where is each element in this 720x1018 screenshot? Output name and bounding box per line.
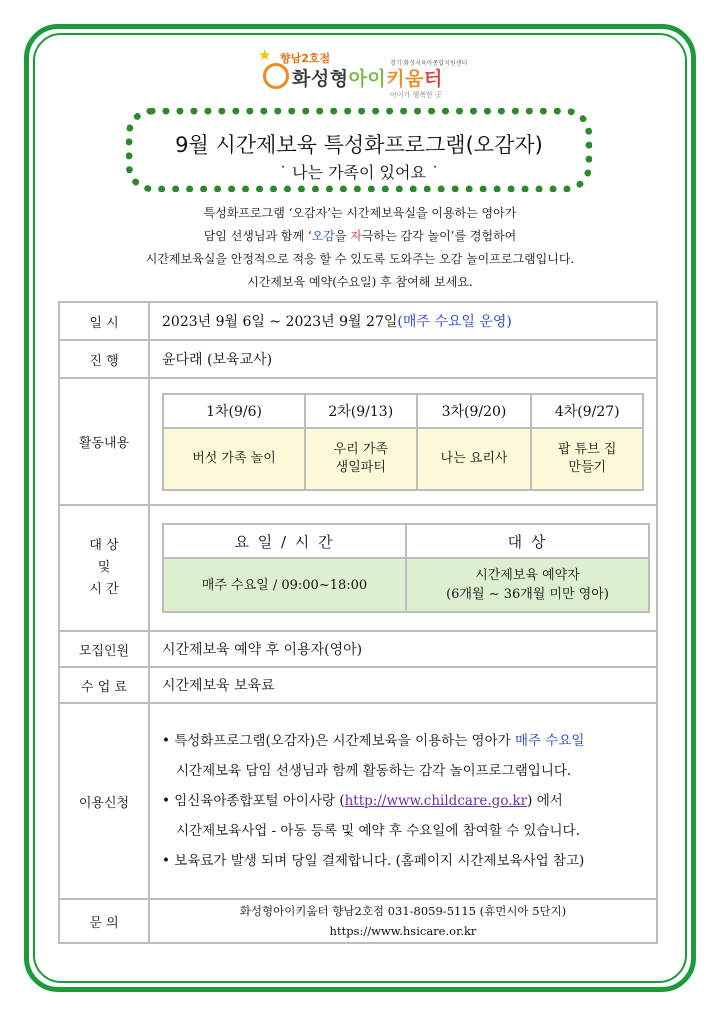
label-target: 대 상 및 시 간 — [59, 505, 149, 631]
apply-line: 시간제보육사업 - 아동 등록 및 예약 후 수요일에 참여할 수 있습니다. — [176, 823, 580, 839]
activity-header: 4차(9/27) — [531, 394, 643, 428]
activity-table — [162, 393, 644, 491]
row-target — [59, 505, 657, 631]
label-contact: 문 의 — [59, 899, 149, 943]
apply-line: • 보육료가 발생 되며 당일 결제합니다. (홈페이지 시간제보육사업 참고) — [162, 853, 585, 869]
title-box — [126, 108, 592, 192]
schedule-header: 요 일 / 시 간 — [163, 524, 406, 558]
value-lead: 윤다래 (보육교사) — [149, 340, 657, 378]
schedule-day-time: 매주 수요일 / 09:00~18:00 — [163, 558, 406, 612]
schedule-header: 대 상 — [406, 524, 649, 558]
row-lead — [59, 340, 657, 378]
apply-line: • 특성화프로그램(오감자)은 시간제보육을 이용하는 영아가 매주 수요일 — [162, 733, 585, 749]
smile-icon — [263, 63, 289, 89]
label-date: 일 시 — [59, 302, 149, 340]
star-icon: ★ — [258, 46, 272, 64]
value-recruit: 시간제보육 예약 후 이용자(영아) — [149, 631, 657, 667]
label-apply: 이용신청 — [59, 703, 149, 899]
activity-item: 팝 튜브 집 만들기 — [531, 428, 643, 490]
row-activity — [59, 378, 657, 505]
value-date: 2023년 9월 6일 ~ 2023년 9월 27일 — [162, 314, 398, 330]
logo-branch: 향남2호점 — [280, 52, 331, 65]
schedule-table — [162, 523, 650, 613]
value-fee: 시간제보육 보육료 — [149, 667, 657, 703]
activity-header: 2차(9/13) — [305, 394, 417, 428]
value-date-note: (매주 수요일 운영) — [397, 314, 512, 330]
label-activity: 활동내용 — [59, 378, 149, 505]
row-recruit — [59, 631, 657, 667]
apply-line: • 임신육아종합포털 아이사랑 (http://www.childcare.go.kr) 에서 — [162, 793, 563, 809]
activity-item: 나는 요리사 — [417, 428, 532, 490]
contact-info: 화성형아이키움터 향남2호점 031-8059-5115 (휴먼시아 5단지) — [239, 904, 567, 918]
info-table — [58, 301, 658, 944]
intro-text: 특성화프로그램 ‘오감자’는 시간제보육실을 이용하는 영아가 담임 선생님과 함께 ‘오감을 자극하는 감각 놀이’를 경험하여 시간제보육실을 안정적으로 적응 할 수 있도록 도와주는 오감 놀이프로그램입니다. 시간제보육 예약(수요일) 후 참여해 보세요. — [145, 206, 575, 289]
childcare-link[interactable]: http://www.childcare.go.kr — [344, 793, 528, 809]
page-title: 9월 시간제보육 특성화프로그램(오감자) — [175, 133, 543, 157]
page-subtitle: ˙ 나는 가족이 있어요 ˙ — [279, 163, 439, 182]
schedule-target-age: (6개월 ~ 36개월 미만 영아) — [446, 587, 609, 602]
label-fee: 수 업 료 — [59, 667, 149, 703]
activity-header: 1차(9/6) — [163, 394, 305, 428]
logo-title: 화성형아이키움터 — [292, 68, 443, 90]
row-apply — [59, 703, 657, 899]
schedule-target: 시간제보육 예약자 — [475, 568, 580, 583]
apply-line: 시간제보육 담임 선생님과 함께 활동하는 감각 놀이프로그램입니다. — [176, 763, 572, 779]
contact-website[interactable]: https://www.hsicare.or.kr — [329, 924, 477, 938]
activity-header: 3차(9/20) — [417, 394, 532, 428]
row-contact — [59, 899, 657, 943]
row-date — [59, 302, 657, 340]
logo-tagline: 아이가 행복한 곳 — [390, 91, 442, 99]
label-lead: 진 행 — [59, 340, 149, 378]
activity-item: 우리 가족 생일파티 — [305, 428, 417, 490]
row-fee — [59, 667, 657, 703]
logo-center-name: 경기 화성시육아종합지원센터 — [390, 60, 468, 67]
activity-item: 버섯 가족 놀이 — [163, 428, 305, 490]
label-recruit: 모집인원 — [59, 631, 149, 667]
